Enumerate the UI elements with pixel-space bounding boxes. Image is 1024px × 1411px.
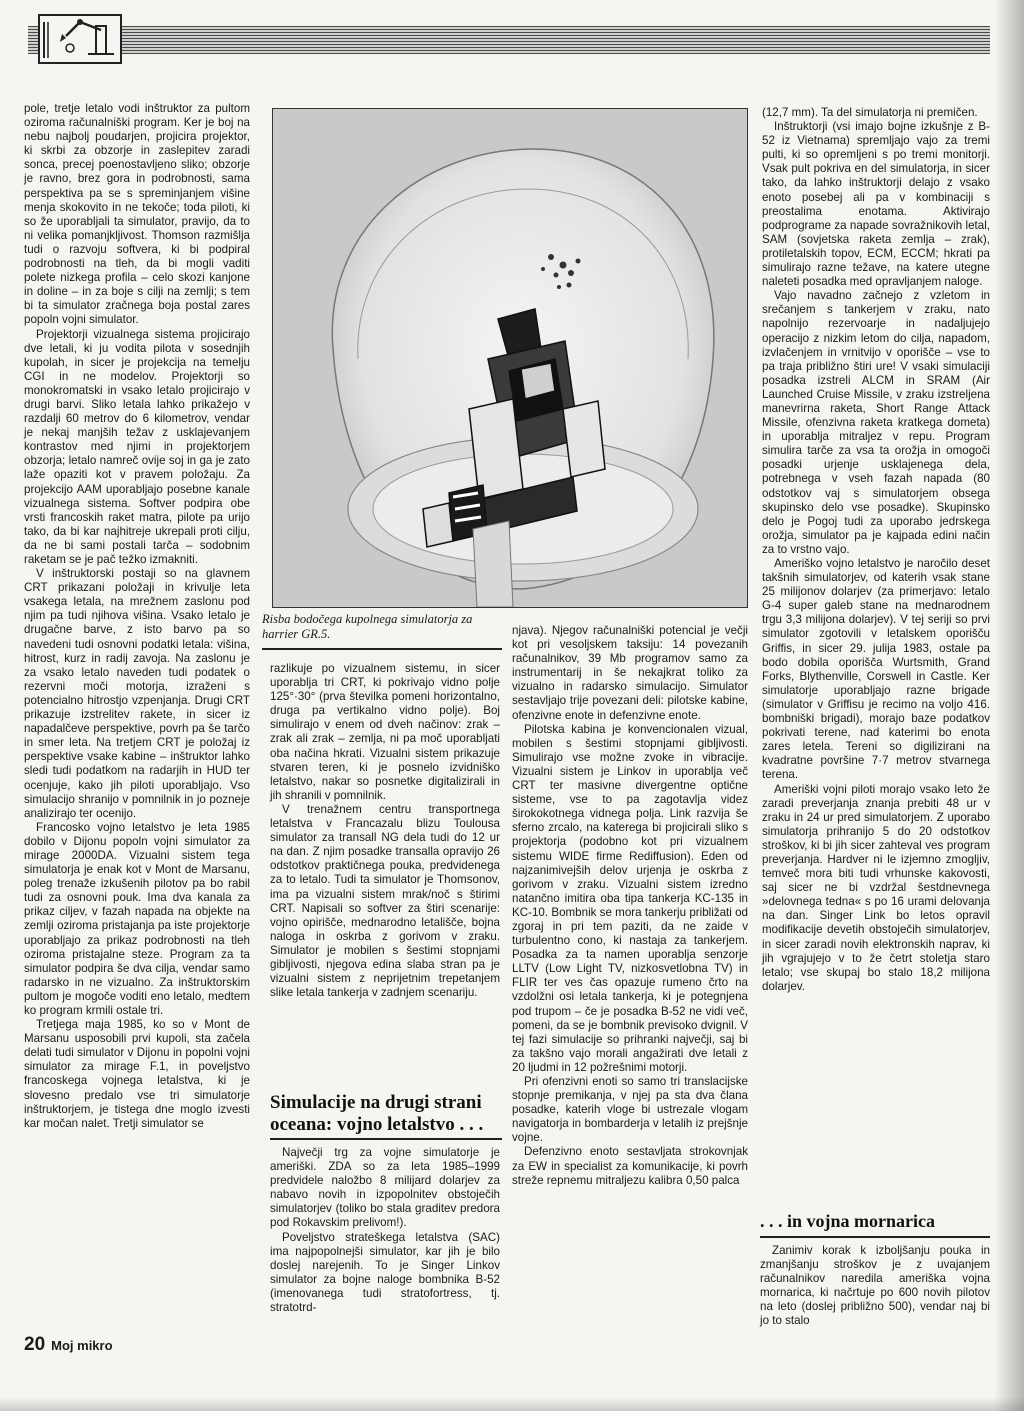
paragraph: Pri ofenzivni enoti so samo tri translacijske stopnje premikanja, v njej pa sta dva člana posadke, katerih vloge bi ustrezale vlogam navigatorja in bombarderja v letalih iz prejšnje vojne.	[512, 1075, 748, 1145]
paragraph: V inštruktorski postaji so na glavnem CRT prikazani položaji in krivulje leta vsakega letala, na mrežnem zaslonu pod njim pa tudi njihova višina. Vsako letalo je drugačne barve, z isto barvo pa so navedeni tudi osnovni podatki letala: višina, hitrost, kurz in radij zavoja. Na zaslonu je za vsako letalo naveden tudi podatek o rezervni moči motorja, izraženi s potencialno hitrostjo vzpenjanja. Drugi CRT prikazuje izstrelitev rakete, in sicer iz napadalčeve perspektive, povrh pa še tarčo in smer leta. Na tretjem CRT je položaj iz perspektive vsake kabine – inštruktor lahko sledi tudi podatkom na radarjih in HUD ter ocenjuje, kako jih piloti uporabljajo. Vso simulacijo shranijo v pomnilnik in jo pozneje analizirajo ter ocenijo.	[24, 567, 250, 820]
page-number: 20	[24, 1334, 46, 1355]
text-column-4	[762, 106, 990, 994]
paragraph: njava). Njegov računalniški potencial je večji kot pri vesoljskem taksiju: 14 povezanih računalnikov, 39 Mb programov samo za instrumentarij in še nekajkrat toliko za vizualno in radarsko simulacijo. Simulator sestavljajo trije povezani deli: pilotske kabine, ofenzivne enote in defenzivne enote.	[512, 624, 748, 722]
section-heading-navy: . . . in vojna mornarica	[760, 1211, 935, 1231]
paragraph: V trenažnem centru transportnega letalstva v Francazalu blizu Toulousa simulator za transall NG dela tudi do 12 ur na dan. Z njim posadke transalla opravijo 26 odstotkov praktičnega pouka, predvidenega za to letalo. Tudi ta simulator je Thomsonov, ima pa vizualni sistem mrak/noč s štirimi CRT. Napisali so softver za štiri scenarije: vojno opirišče, mednarodno letališče, bojna naloga in oskrba z gorivom v zraku. Simulator je mobilen s šestimi stopnjami gibljivosti, njegova edina slaba stran pa je vizualni sistem z neprijetnim trepetanjem slike letala tankerja v zadnjem scenariju.	[270, 802, 500, 1000]
text-column-2	[270, 662, 500, 1000]
paragraph: Poveljstvo strateškega letalstva (SAC) ima najpopolnejši simulator, kar jih je bilo doslej narejenih. To je Singer Linkov simulator za bojne naloge bombnika B-52 (imenovanega tudi stratofortress, tj. stratotrd-	[270, 1230, 500, 1315]
magazine-name: Moj mikro	[51, 1338, 113, 1353]
caption-divider	[262, 648, 502, 650]
text-column-3	[512, 624, 748, 1188]
heading-divider	[270, 1138, 502, 1140]
paragraph: Projektorji vizualnega sistema projicirajo dve letali, ki ju vodita pilota v sosednjih kupolah, in sicer je projekcija na temelju CGI in ne modelov. Projektorji so monokromatski in vsako letalo projicirajo v drugi barvi. Sliko letala lahko prikažejo v razdalji 60 metrov do 6 kilometrov, vendar je nekaj manjših težav z usklajevanjem kontrastov med njimi in projektorjem obzorja; letalo namreč ovije soj in ga je zato laže opaziti kot v pravem položaju. Za projekcijo AAM uporabljajo posebne kanale vizualnega sistema. Softver podpira obe vrsti francoskih raket matra, pilote pa urijo tako, da bi kar najhitreje ukrepali proti cilju, da ne bi sami postali tarča – sodobnim raketam se je pač težko izmakniti.	[24, 327, 250, 566]
paragraph: Pilotska kabina je konvencionalen vizual, mobilen s šestimi stopnjami gibljivosti. Simulirajo vse možne zvoke in vibracije. Vizualni sistem je Linkov in uporablja več CRT ter masivne divergentne optične sisteme, vse to pa zagotavlja videz širokokotnega vidnega polja. Link razvija še sferno zrcalo, na katerega bi projicirali sliko s projektorja (podobno kot pri vizualnem sistemu WIDE firme Rediffusion). Eden od najzanimivejših delov urjenja je oskrba z gorivom v zraku. Vizualni sistem izredno natančno imitira oba tipa tankerja KC-135 in KC-10. Bombnik se mora tankerju približati od zgoraj in pri tem paziti, da ne zaide v turbulentno cono, ki nastaja za tankerjem. Posadka za ta namen uporablja senzorje LLTV (Low Light TV, nizkosvetlobna TV) in FLIR ter ves čas opazuje rumeno črto na vzdolžni osi letala tankerja, ki je potegnjena pod trupom – če je posadka B-52 ne vidi več, pomeni, da se je bombnik previsoko dvignil. V tej fazi simulacije so prihranki največji, saj bi za takšno vajo morali angažirati dve letali z 20 ljudmi in 12 požrešnimi motorji.	[512, 722, 748, 1074]
paragraph: pole, tretje letalo vodi inštruktor za pultom oziroma računalniški program. Ker je boj na nebu najbolj poudarjen, projicira projektor, ki skrbi za obzorje in zaslepitev zaradi sonca, precej poenostavljeno sliko; obzorje je ravno, brez gora in podrobnosti, sama perspektiva pa se s spreminjanjem višine menja skokovito in ne tekoče; toda piloti, ki so že uporabljali ta simulator, pravijo, da to ni velika pomanjkljivost. Thomson razmišlja tudi o razvoju softvera, ki bi podpiral podrobnosti na tleh, da bi mogli vaditi polete nizkega profila – celo skozi kanjone in doline – in za boje s cilji na zemlji; s tem bi ta simulator zračnega boja postal zares popoln vojni simulator.	[24, 102, 250, 327]
heading-divider	[760, 1236, 990, 1238]
page-footer	[24, 1334, 113, 1356]
text-column-2-continued	[270, 1146, 500, 1315]
paragraph: Vajo navadno začnejo z vzletom in srečanjem s tankerjem v zraku, nato napolnijo rezervoarje in nadaljujejo operacijo z nizkim letom do cilja, napadom, izvlačenjem in vrnitvijo v oporišče – vse to pa traja približno štiri ure! V vsaki simulaciji posadka izstreli ALCM in SRAM (Air Launched Cruise Missile, v zraku izstreljena manevrirna raketa, Short Range Attack Missile, ofenzivna raketa kratkega dometa) in uporablja mitraljez v repu. Program simulira tarče za vsa ta orožja in omogoči posadki urjenje usklajenega dela, potrebnega v vseh fazah napada (80 odstotkov vaj s simulatorjem obsega skupinsko delo vse posadke). Skupinsko delo je Pogoj tudi za uporabo jedrskega orožja, simulator pa je kajpada edini način za to vrstno vajo.	[762, 289, 990, 556]
paragraph: Ameriški vojni piloti morajo vsako leto že zaradi preverjanja znanja prebiti 48 ur v zraku in 24 ur pred simulatorjem. Z uporabo simulatorja prihranijo 5 do 20 odstotkov stroškov, ki bi jih sicer zahteval ves program preverjanja. Hardver ni le izjemno zmogljiv, temveč mora biti tudi vrhunske kakovosti, saj sicer ne bi vzdržal šestdnevnega »delovnega tedna« s po 16 urami delovanja na dan. Singer Link bo letos opravil modifikacije devetih obstoječih simulatorjev, in sicer zaradi novih elektronskih naprav, ki jih vgrajujejo v to že četrt stoletja staro letalo; vse skupaj bo stalo 18,2 milijona dolarjev.	[762, 782, 990, 993]
paragraph: Ameriško vojno letalstvo je naročilo deset takšnih simulatorjev, od katerih vsak stane 25 milijonov dolarjev (za primerjavo: letalo G-4 super galeb stane na mednarodnem trgu 3,3 milijona dolarjev). V tej seriji so prvi simulator zgotovili v letalskem oporišču Griffis, in sicer 29. julija 1983, ostale pa bodo dobila oporišča Wurtsmith, Grand Forks, Blythenville, Corswell in Castle. Ker simulatorje uporabljajo razne brigade (simulator v Griffisu je recimo na voljo 416. bombniški brigadi), morajo baze podatkov pokrivati terene, nad katerimi bo enota zares letela. Tereni so digilizirani na kvadratne površine 7·7 metrov stvarnega terena.	[762, 557, 990, 782]
paragraph: Zanimiv korak k izboljšanju pouka in zmanjšanju stroškov je z uvajanjem računalnikov naredila ameriška vojna mornarica, ki načrtuje po 600 novih pilotov na leto (doslej približno 500), vendar naj bi jo to stalo	[760, 1244, 990, 1328]
paragraph: Tretjega maja 1985, ko so v Mont de Marsanu usposobili prvi kupoli, sta začela delati tudi simulator v Dijonu in popolni vojni simulator za mirage F.1, in poveljstvo francoskega vojnega letalstva, ki je slovesno predalo vse tri simulatorje inštruktorjem, je tistega dne moglo izvesti kar močan nalet. Tretji simulator se	[24, 1018, 250, 1130]
paragraph: Inštruktorji (vsi imajo bojne izkušnje z B-52 iz Vietnama) spremljajo vajo za tremi pulti, ki so opremljeni s po tremi monitorji. Vsak pult pokriva en del simulatorja, in sicer tako, da lahko inštruktorji delajo z vsako enoto posebej ali pa v kombinaciji s preostalima enotama. Aktivirajo podprograme za napade sovražnikovih letal, SAM (sovjetska raketa zemlja – zrak), protiletalskih topov, ECM, ECCM; hkrati pa simulirajo razne težave, na katere utegne naleteti posadka med opravljanjem naloge.	[762, 120, 990, 289]
robot-arm-icon	[38, 14, 122, 64]
page-header	[28, 14, 990, 62]
paragraph: (12,7 mm). Ta del simulatorja ni premičen.	[762, 106, 978, 119]
header-stripe-bar	[28, 26, 990, 54]
paragraph: Francosko vojno letalstvo je leta 1985 dobilo v Dijonu popoln vojni simulator za mirage 2000DA. Vizualni sistem tega simulatorja je enak kot v Mont de Marsanu, poleg trenaže izkušenih pilotov pa bo rabil tudi za osnovni pouk. Ima dva kanala za prikaz ciljev, v fazah napada na objekte na zemlji oziroma pristajanja pa iste projektorje uporabljajo za prikaz podrobnosti na tleh oziroma pristajalne steze. Program za ta simulator podpira še dva cilja, vendar samo radarsko in ne vizualno. Za inštruktorskim pultom je mogoče voditi eno letalo, medtem ko program krmili ostale tri.	[24, 820, 250, 1017]
paragraph: razlikuje po vizualnem sistemu, in sicer uporablja tri CRT, ki pokrivajo vidno polje 125°·30° (prva številka pomeni horizontalno, druga pa vertikalno vidno polje). Boj simulirajo v enem od dveh načinov: zrak – zrak ali zrak – zemlja, ni pa moč uporabljati oba načina hkrati. Vizualni sistem prikazuje stvaren teren, ki je posnelo izvidniško letalstvo, nakar so posnetke digitalizirali in jih shranili v pomnilnik.	[270, 662, 500, 802]
binding-shadow	[994, 0, 1024, 1411]
text-column-1	[24, 102, 250, 1131]
section-heading-air-force: Simulacije na drugi strani oceana: vojno letalstvo . . .	[270, 1092, 484, 1135]
text-column-4-continued	[760, 1244, 990, 1329]
paragraph: Defenzivno enoto sestavljata strokovnjak za EW in specialist za komunikacije, ki povrh streže repnemu mitraljezu kalibra 0,50 palca	[512, 1145, 748, 1187]
dome-simulator-drawing	[272, 108, 748, 608]
page-edge-shadow	[0, 1397, 1024, 1411]
figure-caption: Risba bodočega kupolnega simulatorja za harrier GR.5.	[262, 612, 473, 641]
paragraph: Največji trg za vojne simulatorje je ameriški. ZDA so za leta 1985–1999 predvidele naložbo 8 milijard dolarjev za nabavo novih in izpopolnitev obstoječih simulatorjev (toliko bo stala graditev predora pod Rokavskim prelivom!).	[270, 1146, 500, 1230]
